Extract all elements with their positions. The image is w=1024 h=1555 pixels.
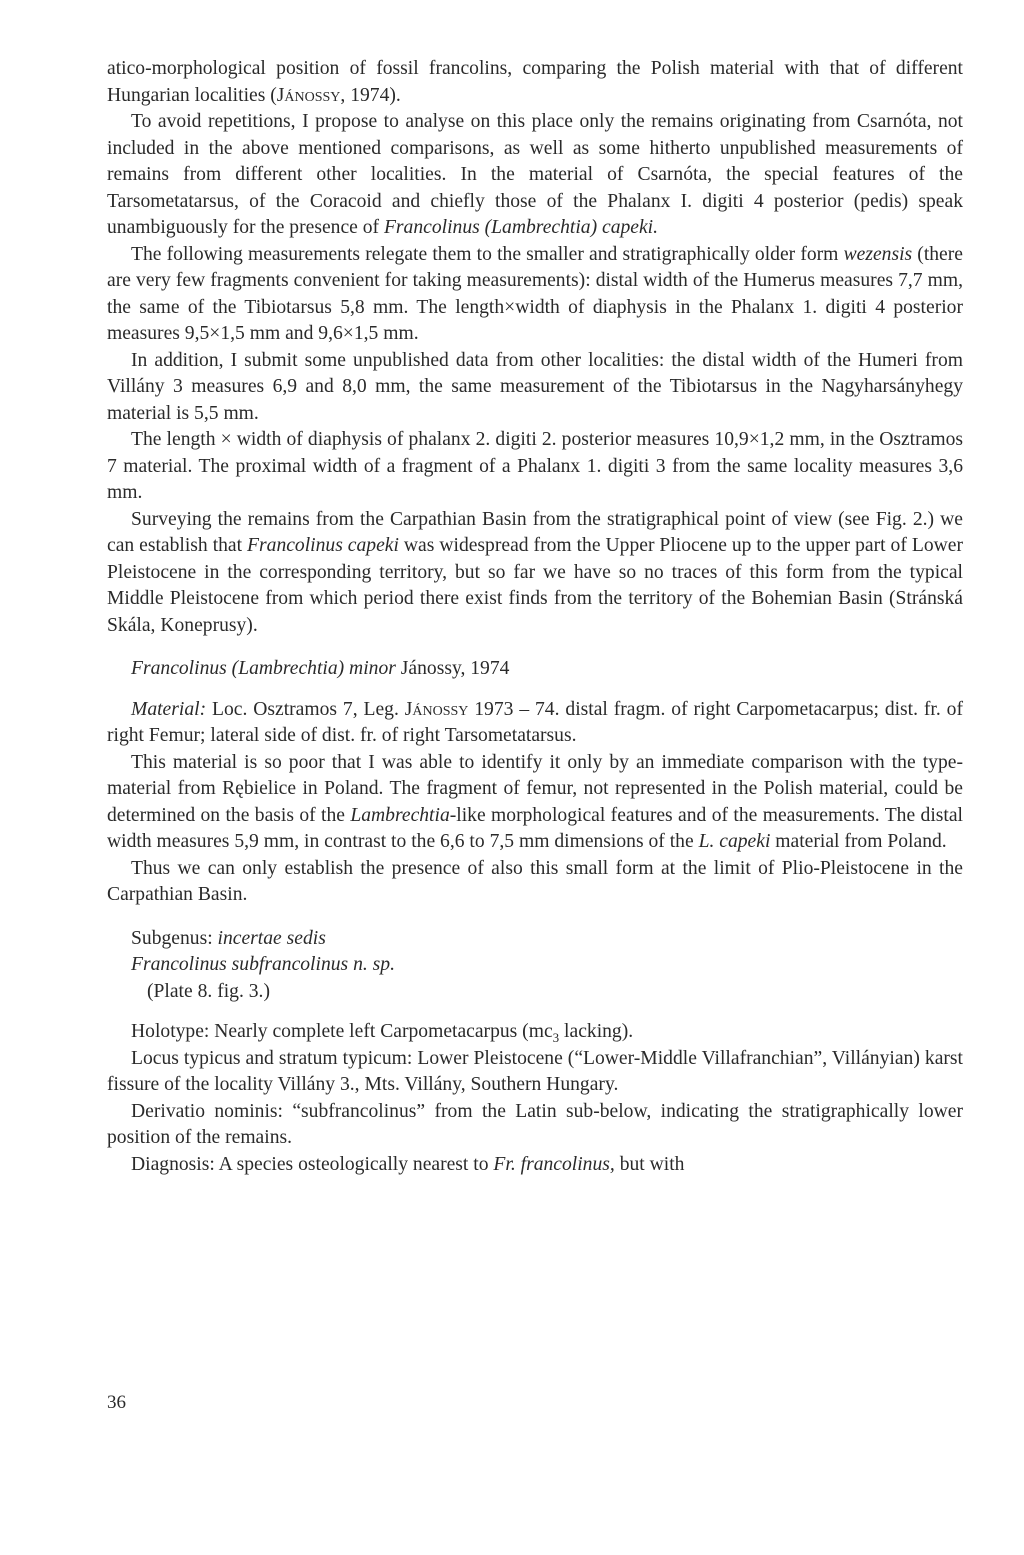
taxon-name: wezensis (843, 243, 913, 265)
paragraph: The following measurements relegate them to the smaller and stratigraphically older form wezensis (there are very few fragments convenient for taking measurements): distal width of the Humerus measures 7,7 mm, the same of the Tibiotarsus 5,8 mm. The length×width of diaphysis in the Phalanx 1. digiti 4 posterior measures 9,5×1,5 mm and 9,6×1,5 mm. (107, 243, 963, 344)
material-paragraph: Material: Loc. Osztramos 7, Leg. Jánossy 1973 – 74. distal fragm. of right Carpometacarpus; dist. fr. of right Femur; lateral side of dist. fr. of right Tarsometatarsus. (107, 698, 963, 746)
species-heading (107, 656, 963, 683)
paragraph: In addition, I submit some unpublished data from other localities: the distal width of the Humeri from Villány 3 measures 6,9 and 8,0 mm, the same measurement of the Tibiotarsus in the Nagyharsányhegy material is 5,5 mm. (107, 349, 963, 424)
subgenus-heading: Subgenus: incertae sedis (131, 927, 326, 949)
species-heading: Francolinus subfrancolinus n. sp. (131, 954, 395, 975)
derivatio-paragraph: Derivatio nominis: “subfrancolinus” from the Latin sub-below, indicating the stratigraphically lower position of the remains. (107, 1100, 963, 1148)
page-number: 36 (107, 1392, 126, 1413)
taxon-name: L. capeki (698, 831, 771, 852)
paragraph: This material is so poor that I was able to identify it only by an immediate comparison with the type-material from Rębielice in Poland. The fragment of femur, not represented in the Polish material, could be determined on the basis of the Lambrechtia-like morphological features and of the measurements. The distal width measures 5,9 mm, in contrast to the 6,6 to 7,5 mm dimensions of the L. capeki material from Poland. (107, 751, 963, 852)
holotype-paragraph: Holotype: Nearly complete left Carpometacarpus ($mc_3$ lacking). (131, 1021, 634, 1045)
taxon-name: Francolinus (Lambrechtia) capeki. (383, 217, 659, 238)
locus-paragraph: Locus typicus and stratum typicum: Lower Pleistocene (“Lower-Middle Villafranchian”, Villányian) karst fissure of the locality Villány 3., Mts. Villány, Southern Hungary. (107, 1047, 963, 1095)
paragraph: atico-morphological position of fossil francolins, comparing the Polish material with that of different Hungarian localities (Jánossy, 1974). (107, 58, 963, 106)
body-text (107, 56, 963, 1178)
paragraph: Thus we can only establish the presence of also this small form at the limit of Plio-Pleistocene in the Carpathian Basin. (107, 857, 963, 905)
material-label: Material: (131, 698, 207, 720)
taxon-name: Fr. francolinus, (493, 1153, 615, 1175)
author-name: Jánossy (276, 84, 341, 106)
paragraph: Surveying the remains from the Carpathian Basin from the stratigraphical point of view (see Fig. 2.) we can establish that Francolinus capeki was widespread from the Upper Pliocene up to the upper part of Lower Pleistocene in the corresponding territory, but so far we have so no traces of this form from the typical Middle Pleistocene from which period there exist finds from the territory of the Bohemian Basin (Stránská Skála, Koneprusy). (107, 508, 963, 636)
taxon-name: Francolinus capeki (247, 535, 399, 556)
plate-reference: (Plate 8. fig. 3.) (147, 980, 270, 1002)
diagnosis-paragraph: Diagnosis: A species osteologically nearest to Fr. francolinus, but with (131, 1153, 685, 1175)
taxon-name: Francolinus (Lambrechtia) minor (131, 658, 396, 679)
paragraph: The length × width of diaphysis of phalanx 2. digiti 2. posterior measures 10,9×1,2 mm, in the Osztramos 7 material. The proximal width of a fragment of a Phalanx 1. digiti 3 from the same locality measures 3,6 mm. (107, 429, 963, 503)
paragraph: To avoid repetitions, I propose to analyse on this place only the remains originating from Csarnóta, not included in the above mentioned comparisons, as well as some hitherto unpublished measurements of remains from different other localities. In the material of Csarnóta, the special features of the Tarsometatarsus, of the Coracoid and chiefly those of the Phalanx I. digiti 4 posterior (pedis) speak unambiguously for the presence of Francolinus (Lambrechtia) capeki. (107, 111, 963, 238)
author-name: Jánossy (404, 698, 469, 720)
author-citation: Jánossy, 1974 (395, 658, 510, 679)
taxon-name: Lambrechtia (350, 804, 450, 826)
